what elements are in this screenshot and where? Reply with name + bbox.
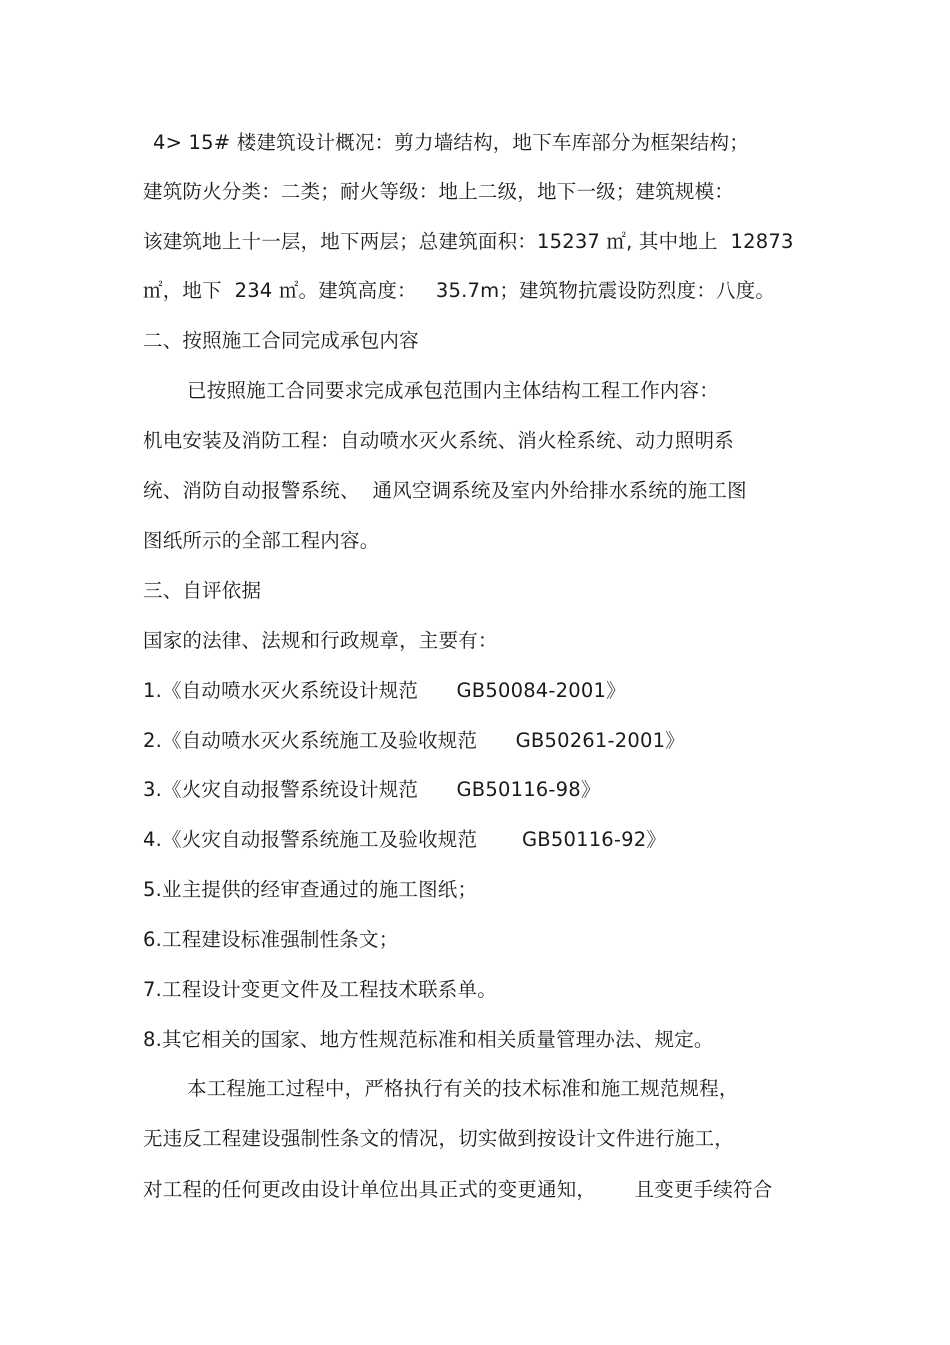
text-line-8: 统、消防自动报警系统、 通风空调系统及室内外给排水系统的施工图 <box>143 479 747 502</box>
list-item-5: 5.业主提供的经审查通过的施工图纸； <box>143 878 478 901</box>
list-item-8: 8.其它相关的国家、地方性规范标准和相关质量管理办法、规定。 <box>143 1028 714 1051</box>
list-item-2: 2.《自动喷水灭火系统施工及验收规范 GB50261-2001》 <box>143 729 685 752</box>
text-line-11: 国家的法律、法规和行政规章，主要有： <box>143 629 498 652</box>
text-line-7: 机电安装及消防工程：自动喷水灭火系统、消火栓系统、动力照明系 <box>143 429 735 452</box>
text-line-20: 本工程施工过程中，严格执行有关的技术标准和施工规范规程， <box>187 1077 739 1100</box>
text-line-21: 无违反工程建设强制性条文的情况，切实做到按设计文件进行施工， <box>143 1127 735 1150</box>
list-item-1: 1.《自动喷水灭火系统设计规范 GB50084-2001》 <box>143 679 626 702</box>
section-heading-2: 二、按照施工合同完成承包内容 <box>143 329 419 352</box>
text-line-4: ㎡，地下 234 ㎡。建筑高度： 35.7m；建筑物抗震设防烈度：八度。 <box>143 279 776 302</box>
text-line-6: 已按照施工合同要求完成承包范围内主体结构工程工作内容： <box>187 379 719 402</box>
list-item-6: 6.工程建设标准强制性条文； <box>143 928 399 951</box>
list-item-4: 4.《火灾自动报警系统施工及验收规范 GB50116-92》 <box>143 828 667 851</box>
text-line-22: 对工程的任何更改由设计单位出具正式的变更通知， 且变更手续符合 <box>143 1178 773 1201</box>
list-item-7: 7.工程设计变更文件及工程技术联系单。 <box>143 978 497 1001</box>
section-heading-3: 三、自评依据 <box>143 579 262 602</box>
text-line-2: 建筑防火分类：二类；耐火等级：地上二级，地下一级；建筑规模： <box>143 180 735 203</box>
text-line-9: 图纸所示的全部工程内容。 <box>143 529 380 552</box>
list-item-3: 3.《火灾自动报警系统设计规范 GB50116-98》 <box>143 778 601 801</box>
text-line-3: 该建筑地上十一层，地下两层；总建筑面积：15237 ㎡, 其中地上 12873 <box>143 230 794 253</box>
text-line-1: 4> 15# 楼建筑设计概况：剪力墙结构，地下车库部分为框架结构； <box>153 131 749 154</box>
